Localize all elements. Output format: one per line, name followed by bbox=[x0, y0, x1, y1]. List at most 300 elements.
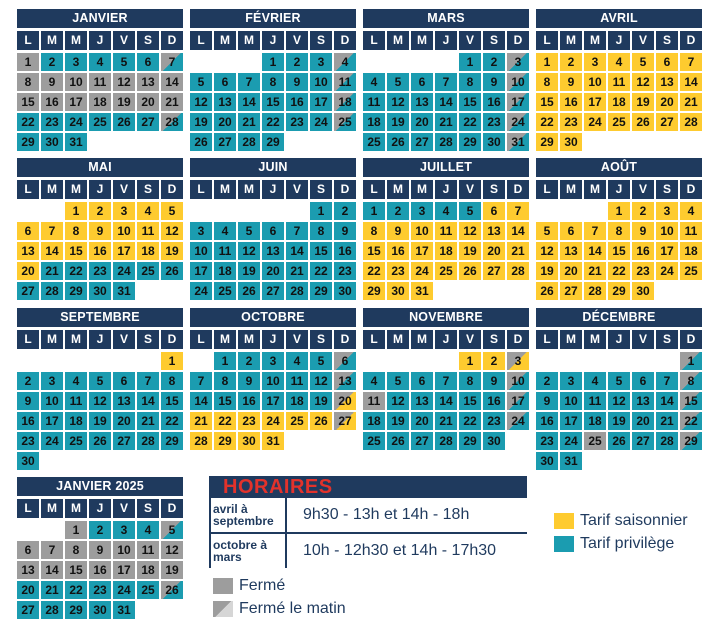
day-cell: 22 bbox=[680, 412, 702, 430]
day-cell: 23 bbox=[89, 262, 111, 280]
day-cell: 4 bbox=[363, 372, 385, 390]
day-cell: 24 bbox=[656, 262, 678, 280]
day-cell: 2 bbox=[560, 53, 582, 71]
day-cell: 15 bbox=[214, 392, 236, 410]
month-octobre bbox=[190, 308, 356, 450]
legend-privilege-label: Tarif privilège bbox=[580, 535, 675, 552]
weekday-header: J bbox=[262, 180, 284, 199]
day-cell: 17 bbox=[310, 93, 332, 111]
swatch-privilege bbox=[554, 536, 574, 552]
day-cell: 29 bbox=[310, 282, 332, 300]
horaires-title: HORAIRES bbox=[209, 476, 527, 498]
weekday-header: V bbox=[113, 180, 135, 199]
weekday-header: V bbox=[286, 180, 308, 199]
day-cell: 14 bbox=[656, 392, 678, 410]
day-cell: 6 bbox=[262, 222, 284, 240]
day-cell: 23 bbox=[286, 113, 308, 131]
day-cell: 3 bbox=[190, 222, 212, 240]
day-cell: 9 bbox=[387, 222, 409, 240]
day-cell: 22 bbox=[310, 262, 332, 280]
day-cell: 25 bbox=[608, 113, 630, 131]
day-cell: 7 bbox=[190, 372, 212, 390]
day-cell: 23 bbox=[560, 113, 582, 131]
weekday-header: J bbox=[435, 180, 457, 199]
day-cell: 1 bbox=[65, 202, 87, 220]
day-cell: 30 bbox=[89, 601, 111, 619]
day-cell: 21 bbox=[161, 93, 183, 111]
day-cell: 6 bbox=[632, 372, 654, 390]
day-cell: 7 bbox=[286, 222, 308, 240]
month-janvier bbox=[17, 9, 183, 151]
day-cell: 23 bbox=[41, 113, 63, 131]
day-cell: 24 bbox=[190, 282, 212, 300]
day-cell: 12 bbox=[310, 372, 332, 390]
day-cell: 4 bbox=[89, 53, 111, 71]
day-cell: 13 bbox=[483, 222, 505, 240]
day-grid bbox=[536, 352, 702, 470]
weekday-header: V bbox=[632, 330, 654, 349]
empty-cell bbox=[17, 202, 39, 220]
day-cell: 3 bbox=[113, 521, 135, 539]
day-cell: 18 bbox=[680, 242, 702, 260]
day-cell: 27 bbox=[411, 432, 433, 450]
weekday-header-row bbox=[190, 31, 356, 50]
day-cell: 28 bbox=[435, 432, 457, 450]
weekday-header: M bbox=[560, 180, 582, 199]
day-cell: 14 bbox=[680, 73, 702, 91]
swatch-closed-morning bbox=[213, 601, 233, 617]
day-cell: 6 bbox=[411, 372, 433, 390]
day-cell: 7 bbox=[41, 222, 63, 240]
day-cell: 28 bbox=[137, 432, 159, 450]
day-cell: 26 bbox=[161, 262, 183, 280]
day-cell: 29 bbox=[161, 432, 183, 450]
day-cell: 1 bbox=[17, 53, 39, 71]
weekday-header: L bbox=[536, 31, 558, 50]
day-cell: 28 bbox=[286, 282, 308, 300]
weekday-header: S bbox=[483, 31, 505, 50]
weekday-header: V bbox=[632, 180, 654, 199]
day-cell: 1 bbox=[161, 352, 183, 370]
weekday-header: S bbox=[310, 31, 332, 50]
day-cell: 14 bbox=[584, 242, 606, 260]
day-cell: 26 bbox=[113, 113, 135, 131]
legend-saisonnier bbox=[554, 512, 688, 530]
day-cell: 6 bbox=[17, 222, 39, 240]
empty-cell bbox=[560, 202, 582, 220]
month-mars bbox=[363, 9, 529, 151]
weekday-header: M bbox=[41, 330, 63, 349]
day-cell: 22 bbox=[214, 412, 236, 430]
weekday-header: S bbox=[483, 180, 505, 199]
horaires-value-summer: 9h30 - 13h et 14h - 18h bbox=[303, 506, 470, 523]
day-grid bbox=[190, 352, 356, 450]
weekday-header: L bbox=[536, 180, 558, 199]
day-cell: 2 bbox=[483, 352, 505, 370]
weekday-header: D bbox=[680, 31, 702, 50]
weekday-header-row bbox=[17, 31, 183, 50]
weekday-header: J bbox=[89, 31, 111, 50]
day-cell: 8 bbox=[65, 222, 87, 240]
empty-cell bbox=[137, 352, 159, 370]
day-cell: 12 bbox=[387, 93, 409, 111]
day-cell: 8 bbox=[262, 73, 284, 91]
empty-cell bbox=[387, 352, 409, 370]
day-cell: 31 bbox=[113, 282, 135, 300]
day-cell: 25 bbox=[214, 282, 236, 300]
day-cell: 6 bbox=[560, 222, 582, 240]
day-cell: 24 bbox=[507, 412, 529, 430]
day-cell: 24 bbox=[262, 412, 284, 430]
day-cell: 1 bbox=[536, 53, 558, 71]
empty-cell bbox=[41, 202, 63, 220]
day-cell: 12 bbox=[608, 392, 630, 410]
day-cell: 31 bbox=[507, 133, 529, 151]
day-cell: 30 bbox=[632, 282, 654, 300]
day-cell: 28 bbox=[161, 113, 183, 131]
month-aout bbox=[536, 158, 702, 300]
day-cell: 16 bbox=[89, 561, 111, 579]
day-cell: 11 bbox=[435, 222, 457, 240]
day-cell: 4 bbox=[334, 53, 356, 71]
day-cell: 3 bbox=[65, 53, 87, 71]
day-cell: 7 bbox=[161, 53, 183, 71]
day-cell: 15 bbox=[161, 392, 183, 410]
weekday-header: D bbox=[161, 31, 183, 50]
weekday-header: M bbox=[584, 31, 606, 50]
day-cell: 26 bbox=[161, 581, 183, 599]
day-cell: 5 bbox=[161, 521, 183, 539]
day-cell: 21 bbox=[680, 93, 702, 111]
weekday-header: M bbox=[560, 330, 582, 349]
weekday-header: S bbox=[137, 31, 159, 50]
weekday-header: S bbox=[310, 330, 332, 349]
day-cell: 26 bbox=[632, 113, 654, 131]
day-cell: 10 bbox=[584, 73, 606, 91]
day-cell: 5 bbox=[238, 222, 260, 240]
day-cell: 31 bbox=[560, 452, 582, 470]
day-cell: 1 bbox=[214, 352, 236, 370]
empty-cell bbox=[584, 202, 606, 220]
weekday-header-row bbox=[536, 180, 702, 199]
weekday-header: M bbox=[214, 330, 236, 349]
day-cell: 15 bbox=[262, 93, 284, 111]
day-cell: 19 bbox=[459, 242, 481, 260]
day-cell: 16 bbox=[560, 93, 582, 111]
day-cell: 21 bbox=[238, 113, 260, 131]
day-cell: 24 bbox=[113, 581, 135, 599]
day-cell: 11 bbox=[214, 242, 236, 260]
day-cell: 7 bbox=[656, 372, 678, 390]
day-cell: 25 bbox=[137, 262, 159, 280]
day-cell: 2 bbox=[17, 372, 39, 390]
day-cell: 26 bbox=[387, 432, 409, 450]
weekday-header: L bbox=[536, 330, 558, 349]
weekday-header: J bbox=[262, 31, 284, 50]
weekday-header: J bbox=[435, 31, 457, 50]
month-fevrier bbox=[190, 9, 356, 151]
day-cell: 23 bbox=[238, 412, 260, 430]
weekday-header: L bbox=[363, 330, 385, 349]
weekday-header: M bbox=[584, 330, 606, 349]
day-cell: 17 bbox=[65, 93, 87, 111]
day-cell: 12 bbox=[238, 242, 260, 260]
month-title: NOVEMBRE bbox=[363, 308, 529, 327]
day-cell: 3 bbox=[310, 53, 332, 71]
day-cell: 20 bbox=[137, 93, 159, 111]
day-cell: 29 bbox=[65, 282, 87, 300]
day-cell: 22 bbox=[459, 113, 481, 131]
day-cell: 27 bbox=[656, 113, 678, 131]
day-cell: 26 bbox=[190, 133, 212, 151]
day-cell: 9 bbox=[536, 392, 558, 410]
empty-cell bbox=[387, 53, 409, 71]
day-grid bbox=[17, 352, 183, 470]
day-cell: 9 bbox=[89, 222, 111, 240]
day-cell: 13 bbox=[137, 73, 159, 91]
weekday-header: L bbox=[17, 31, 39, 50]
day-cell: 6 bbox=[17, 541, 39, 559]
day-cell: 2 bbox=[334, 202, 356, 220]
weekday-header: V bbox=[459, 330, 481, 349]
weekday-header: M bbox=[411, 180, 433, 199]
day-cell: 21 bbox=[137, 412, 159, 430]
weekday-header: S bbox=[483, 330, 505, 349]
day-cell: 18 bbox=[137, 561, 159, 579]
day-cell: 27 bbox=[560, 282, 582, 300]
day-cell: 7 bbox=[680, 53, 702, 71]
empty-cell bbox=[560, 352, 582, 370]
day-cell: 11 bbox=[608, 73, 630, 91]
day-cell: 20 bbox=[483, 242, 505, 260]
day-cell: 26 bbox=[608, 432, 630, 450]
day-cell: 14 bbox=[41, 242, 63, 260]
day-cell: 8 bbox=[680, 372, 702, 390]
weekday-header: M bbox=[65, 180, 87, 199]
day-cell: 1 bbox=[459, 53, 481, 71]
day-cell: 8 bbox=[310, 222, 332, 240]
day-cell: 7 bbox=[435, 372, 457, 390]
day-cell: 29 bbox=[17, 133, 39, 151]
day-cell: 5 bbox=[113, 53, 135, 71]
day-cell: 24 bbox=[65, 113, 87, 131]
month-title: MARS bbox=[363, 9, 529, 28]
day-cell: 4 bbox=[435, 202, 457, 220]
legend-ferme-label: Fermé bbox=[239, 577, 286, 594]
day-cell: 25 bbox=[286, 412, 308, 430]
day-cell: 18 bbox=[65, 412, 87, 430]
day-cell: 18 bbox=[584, 412, 606, 430]
day-cell: 25 bbox=[363, 432, 385, 450]
day-cell: 9 bbox=[41, 73, 63, 91]
day-cell: 27 bbox=[483, 262, 505, 280]
day-cell: 8 bbox=[459, 372, 481, 390]
day-cell: 19 bbox=[113, 93, 135, 111]
day-cell: 28 bbox=[584, 282, 606, 300]
day-cell: 26 bbox=[387, 133, 409, 151]
day-cell: 14 bbox=[190, 392, 212, 410]
swatch-seasonal bbox=[554, 513, 574, 529]
weekday-header: M bbox=[387, 180, 409, 199]
empty-cell bbox=[435, 53, 457, 71]
day-cell: 22 bbox=[363, 262, 385, 280]
day-cell: 20 bbox=[411, 412, 433, 430]
weekday-header: M bbox=[238, 31, 260, 50]
day-cell: 2 bbox=[632, 202, 654, 220]
legend-privilege bbox=[554, 535, 674, 553]
day-cell: 22 bbox=[17, 113, 39, 131]
weekday-header: M bbox=[584, 180, 606, 199]
day-cell: 15 bbox=[680, 392, 702, 410]
day-cell: 12 bbox=[190, 93, 212, 111]
day-cell: 5 bbox=[632, 53, 654, 71]
day-grid bbox=[363, 53, 529, 151]
day-cell: 29 bbox=[608, 282, 630, 300]
day-cell: 19 bbox=[161, 242, 183, 260]
day-cell: 5 bbox=[310, 352, 332, 370]
empty-cell bbox=[113, 352, 135, 370]
weekday-header: M bbox=[214, 31, 236, 50]
empty-cell bbox=[632, 352, 654, 370]
empty-cell bbox=[214, 202, 236, 220]
weekday-header: L bbox=[190, 330, 212, 349]
day-cell: 28 bbox=[41, 282, 63, 300]
month-title: JANVIER bbox=[17, 9, 183, 28]
day-cell: 26 bbox=[310, 412, 332, 430]
month-title: OCTOBRE bbox=[190, 308, 356, 327]
day-cell: 10 bbox=[507, 73, 529, 91]
day-cell: 14 bbox=[507, 222, 529, 240]
weekday-header: V bbox=[459, 31, 481, 50]
day-cell: 19 bbox=[632, 93, 654, 111]
empty-cell bbox=[190, 202, 212, 220]
weekday-header: D bbox=[507, 330, 529, 349]
month-title: DÉCEMBRE bbox=[536, 308, 702, 327]
weekday-header: D bbox=[161, 180, 183, 199]
weekday-header: S bbox=[310, 180, 332, 199]
day-cell: 4 bbox=[286, 352, 308, 370]
day-cell: 10 bbox=[65, 73, 87, 91]
day-cell: 21 bbox=[507, 242, 529, 260]
day-cell: 12 bbox=[161, 541, 183, 559]
day-cell: 15 bbox=[459, 392, 481, 410]
weekday-header: M bbox=[411, 31, 433, 50]
day-cell: 8 bbox=[459, 73, 481, 91]
day-cell: 19 bbox=[89, 412, 111, 430]
day-cell: 1 bbox=[680, 352, 702, 370]
day-cell: 18 bbox=[363, 113, 385, 131]
day-cell: 18 bbox=[89, 93, 111, 111]
day-cell: 29 bbox=[363, 282, 385, 300]
legend-ferme-matin-label: Fermé le matin bbox=[239, 600, 346, 617]
weekday-header: M bbox=[238, 330, 260, 349]
day-cell: 1 bbox=[262, 53, 284, 71]
month-janvier-2025 bbox=[17, 477, 183, 619]
day-cell: 5 bbox=[161, 202, 183, 220]
day-cell: 13 bbox=[656, 73, 678, 91]
day-grid bbox=[17, 53, 183, 151]
day-cell: 9 bbox=[286, 73, 308, 91]
empty-cell bbox=[41, 521, 63, 539]
day-cell: 29 bbox=[65, 601, 87, 619]
day-cell: 8 bbox=[65, 541, 87, 559]
day-cell: 27 bbox=[632, 432, 654, 450]
day-cell: 3 bbox=[507, 352, 529, 370]
day-cell: 3 bbox=[507, 53, 529, 71]
weekday-header: M bbox=[65, 330, 87, 349]
day-cell: 23 bbox=[483, 113, 505, 131]
day-cell: 10 bbox=[190, 242, 212, 260]
day-cell: 27 bbox=[137, 113, 159, 131]
day-cell: 4 bbox=[137, 521, 159, 539]
day-cell: 9 bbox=[17, 392, 39, 410]
day-cell: 17 bbox=[560, 412, 582, 430]
day-cell: 28 bbox=[656, 432, 678, 450]
day-cell: 7 bbox=[435, 73, 457, 91]
weekday-header: M bbox=[411, 330, 433, 349]
day-cell: 3 bbox=[262, 352, 284, 370]
day-cell: 17 bbox=[411, 242, 433, 260]
weekday-header: D bbox=[680, 330, 702, 349]
day-cell: 20 bbox=[334, 392, 356, 410]
weekday-header: J bbox=[89, 330, 111, 349]
weekday-header: S bbox=[656, 330, 678, 349]
empty-cell bbox=[41, 352, 63, 370]
day-cell: 12 bbox=[89, 392, 111, 410]
weekday-header: V bbox=[286, 31, 308, 50]
day-cell: 4 bbox=[584, 372, 606, 390]
month-title: JUIN bbox=[190, 158, 356, 177]
day-cell: 10 bbox=[310, 73, 332, 91]
day-cell: 18 bbox=[363, 412, 385, 430]
month-title: SEPTEMBRE bbox=[17, 308, 183, 327]
weekday-header: S bbox=[656, 180, 678, 199]
day-cell: 16 bbox=[17, 412, 39, 430]
day-cell: 6 bbox=[483, 202, 505, 220]
day-cell: 10 bbox=[41, 392, 63, 410]
day-cell: 19 bbox=[387, 113, 409, 131]
horaires-panel bbox=[209, 476, 527, 568]
day-cell: 3 bbox=[411, 202, 433, 220]
day-cell: 30 bbox=[387, 282, 409, 300]
weekday-header: L bbox=[17, 499, 39, 518]
weekday-header: D bbox=[507, 31, 529, 50]
weekday-header-row bbox=[363, 330, 529, 349]
day-cell: 12 bbox=[387, 392, 409, 410]
day-cell: 23 bbox=[632, 262, 654, 280]
day-cell: 10 bbox=[560, 392, 582, 410]
day-cell: 2 bbox=[89, 202, 111, 220]
day-cell: 18 bbox=[608, 93, 630, 111]
day-cell: 21 bbox=[584, 262, 606, 280]
day-cell: 13 bbox=[334, 372, 356, 390]
weekday-header: L bbox=[190, 180, 212, 199]
day-cell: 4 bbox=[214, 222, 236, 240]
day-cell: 20 bbox=[113, 412, 135, 430]
day-cell: 20 bbox=[411, 113, 433, 131]
day-cell: 16 bbox=[238, 392, 260, 410]
weekday-header: V bbox=[113, 31, 135, 50]
day-cell: 23 bbox=[536, 432, 558, 450]
day-cell: 14 bbox=[286, 242, 308, 260]
month-juillet bbox=[363, 158, 529, 300]
day-cell: 2 bbox=[483, 53, 505, 71]
day-cell: 15 bbox=[459, 93, 481, 111]
day-cell: 4 bbox=[65, 372, 87, 390]
day-cell: 30 bbox=[334, 282, 356, 300]
day-cell: 4 bbox=[137, 202, 159, 220]
empty-cell bbox=[17, 352, 39, 370]
